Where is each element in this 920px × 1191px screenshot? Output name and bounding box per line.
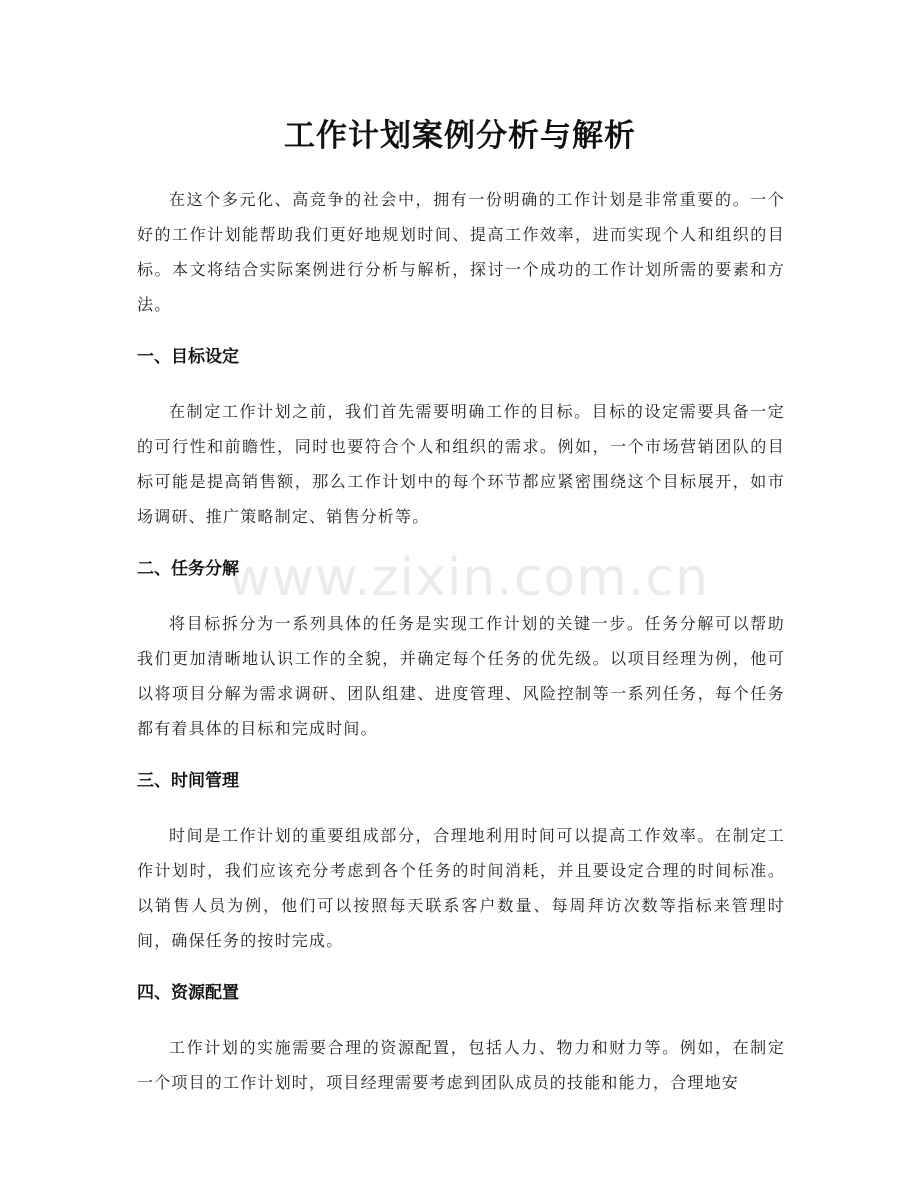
section-body-goal-setting: 在制定工作计划之前，我们首先需要明确工作的目标。目标的设定需要具备一定的可行性和前瞻性，同时也要符合个人和组织的需求。例如，一个市场营销团队的目标可能是提高销售额，那么工作计划中的每个环节都应紧密围绕这个目标展开，如市场调研、推广策略制定、销售分析等。	[137, 402, 785, 526]
section-body-resource-allocation: 工作计划的实施需要合理的资源配置，包括人力、物力和财力等。例如，在制定一个项目的工作计划时，项目经理需要考虑到团队成员的技能和能力，合理地安	[137, 1038, 785, 1092]
section-heading-resource-allocation: 四、资源配置	[137, 983, 239, 1003]
watermark-text: www.zixin.com.cn	[228, 548, 709, 608]
section-heading-time-management: 三、时间管理	[137, 771, 239, 791]
document-title: 工作计划案例分析与解析	[284, 118, 636, 154]
intro-paragraph: 在这个多元化、高竞争的社会中，拥有一份明确的工作计划是非常重要的。一个好的工作计划能帮助我们更好地规划时间、提高工作效率，进而实现个人和组织的目标。本文将结合实际案例进行分析与解析，探讨一个成功的工作计划所需的要素和方法。	[137, 190, 785, 314]
section-body-time-management: 时间是工作计划的重要组成部分，合理地利用时间可以提高工作效率。在制定工作计划时，我们应该充分考虑到各个任务的时间消耗，并且要设定合理的时间标准。以销售人员为例，他们可以按照每天联系客户数量、每周拜访次数等指标来管理时间，确保任务的按时完成。	[137, 826, 785, 950]
section-heading-task-breakdown: 二、任务分解	[137, 559, 239, 579]
section-heading-goal-setting: 一、目标设定	[137, 347, 239, 367]
section-body-task-breakdown: 将目标拆分为一系列具体的任务是实现工作计划的关键一步。任务分解可以帮助我们更加清晰地认识工作的全貌，并确定每个任务的优先级。以项目经理为例，他可以将项目分解为需求调研、团队组建、进度管理、风险控制等一系列任务，每个任务都有着具体的目标和完成时间。	[137, 614, 785, 738]
document-body	[137, 182, 785, 1100]
